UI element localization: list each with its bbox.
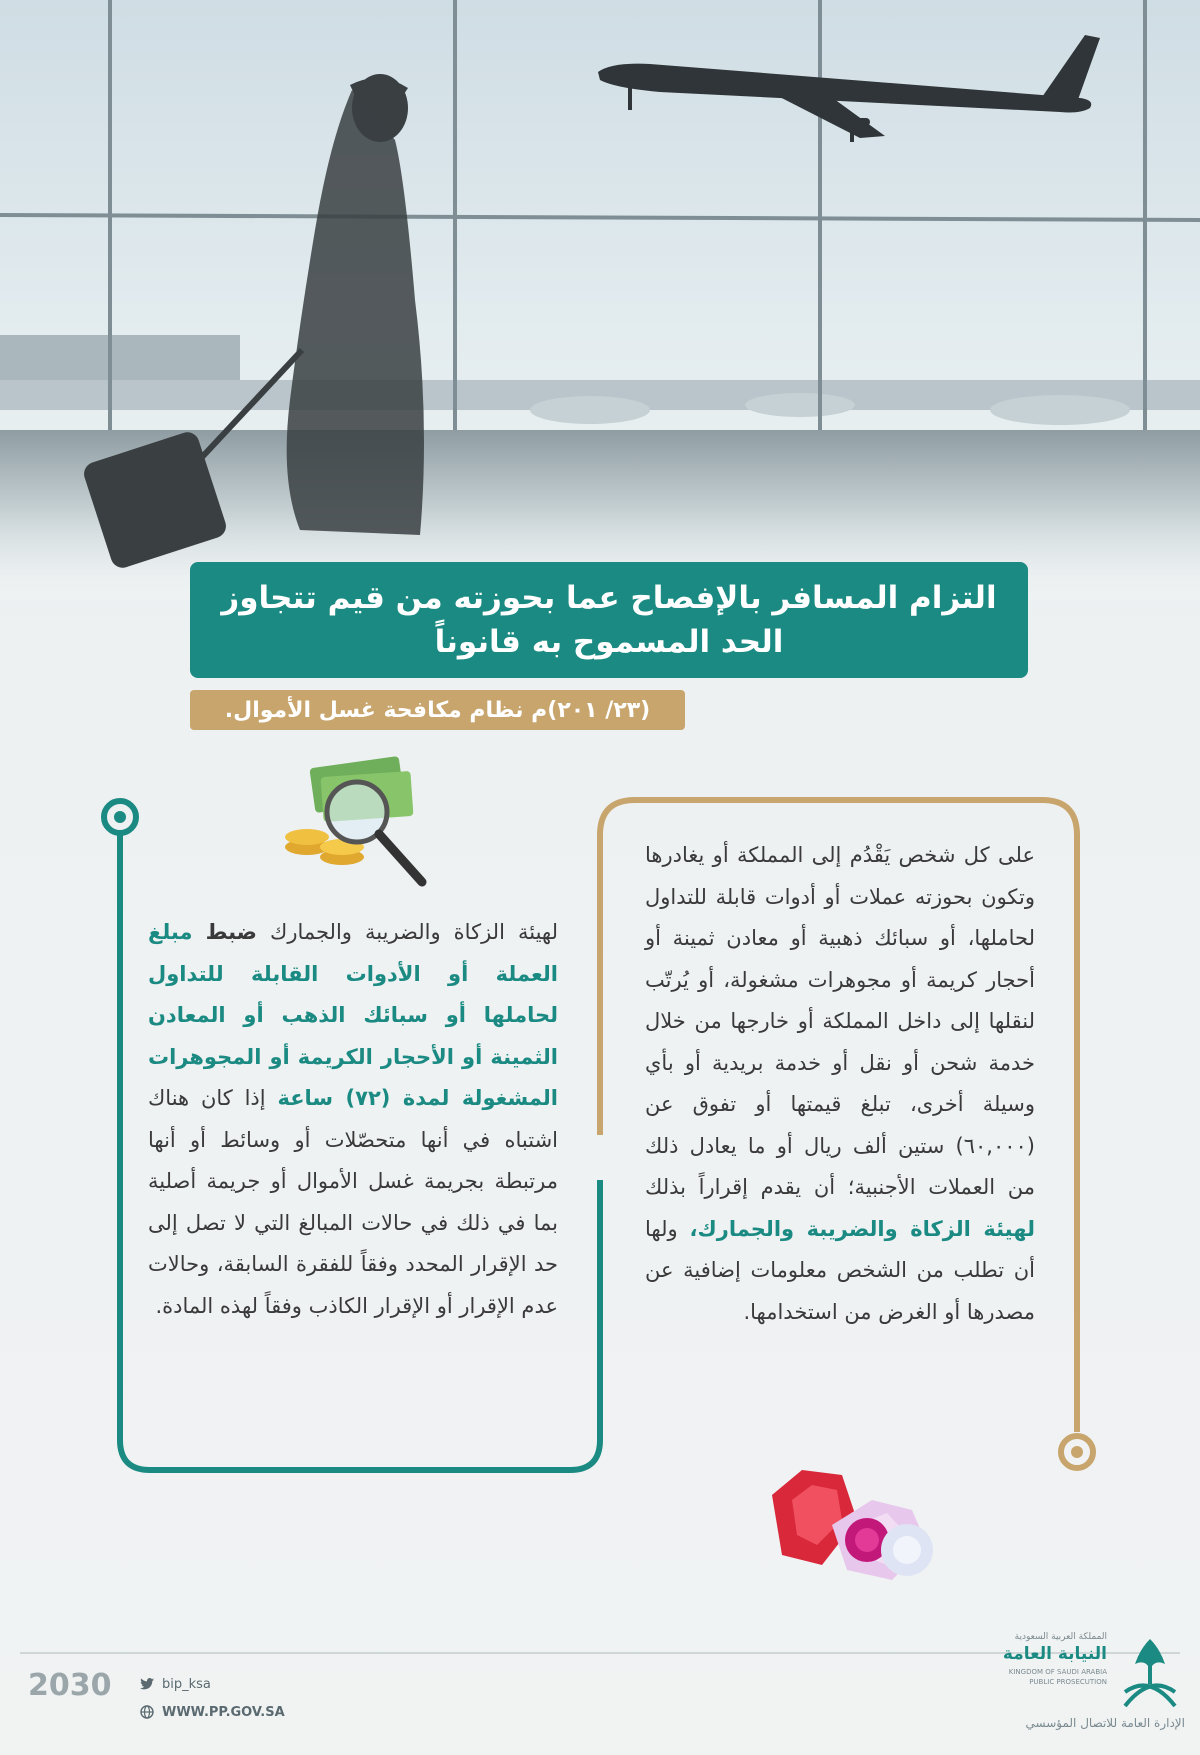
website-link[interactable] (140, 1700, 285, 1724)
saudi-emblem-icon (1115, 1634, 1185, 1714)
left-body: إذا كان هناك اشتباه في أنها متحصّلات أو وسائط أو أنها مرتبطة بجريمة غسل الأموال أو جريمة أصلية بما في ذلك في حالات المبالغ التي لا تصل إلى حد الإقرار المحدد وفقاً للفقرة السابقة، وحالات عدم الإقرار أو الإقرار الكاذب وفقاً لهذه المادة. (148, 1086, 558, 1318)
right-highlight: لهيئة الزكاة والضريبة والجمارك، (689, 1216, 1035, 1241)
title-banner (190, 562, 1028, 678)
twitter-link[interactable] (140, 1672, 285, 1696)
vision-2030-logo (28, 1668, 118, 1728)
hero-image (0, 0, 1200, 600)
org-line2: KINGDOM OF SAUDI ARABIA (1008, 1668, 1107, 1676)
gems-icon (762, 1465, 962, 1595)
department-name: الإدارة العامة للاتصال المؤسسي (1025, 1716, 1185, 1730)
right-panel-text (645, 835, 1035, 1333)
right-body: على كل شخص يَقْدُم إلى المملكة أو يغادرها وتكون بحوزته عملات أو أدوات قابلة للتداول لحاملها، أو سبائك ذهبية أو معادن ثمينة أو أحجار كريمة أو مجوهرات مشغولة، أو يُرتّب لنقلها إلى داخل المملكة أو خارجها من خلال خدمة شحن أو نقل أو خدمة بريدية أو بأي وسيلة أخرى، تبلغ قيمتها أو تفوق عن (٦٠,٠٠٠) ستين ألف ريال أو ما يعادل ذلك من العملات الأجنبية؛ أن يقدم إقراراً بذلك (645, 843, 1035, 1199)
org-line3: PUBLIC PROSECUTION (1029, 1678, 1107, 1686)
law-reference-text: (٢٣/ ٢٠١)م نظام مكافحة غسل الأموال. (224, 697, 651, 723)
page-title: التزام المسافر بالإفصاح عما بحوزته من قيم تتجاوز الحد المسموح به قانوناً (221, 580, 997, 660)
twitter-handle: bip_ksa (162, 1676, 211, 1692)
airport-scene (0, 0, 1200, 600)
vision-2030-text: 2030 (28, 1668, 112, 1703)
globe-icon (140, 1705, 154, 1719)
website-url: WWW.PP.GOV.SA (162, 1704, 285, 1720)
twitter-icon (140, 1678, 154, 1690)
left-panel-text (148, 912, 558, 1327)
org-line1: المملكة العربية السعودية (1014, 1632, 1107, 1642)
law-reference-badge (190, 690, 685, 730)
money-magnifier-icon (282, 752, 442, 892)
org-logo-block (975, 1632, 1185, 1747)
right-tail: ولها أن تطلب من الشخص معلومات إضافية عن مصدرها أو الغرض من استخدامها. (645, 1216, 1035, 1324)
left-highlight: مبلغ العملة أو الأدوات القابلة للتداول لحاملها أو سبائك الذهب أو المعادن الثمينة أو الأحجار الكريمة أو المجوهرات المشغولة لمدة (٧٢) ساعة (148, 920, 558, 1110)
left-intro: لهيئة الزكاة والضريبة والجمارك (270, 920, 558, 944)
social-links (140, 1672, 285, 1724)
org-name: النيابة العامة (1002, 1644, 1107, 1664)
left-bold-word: ضبط (205, 920, 257, 944)
